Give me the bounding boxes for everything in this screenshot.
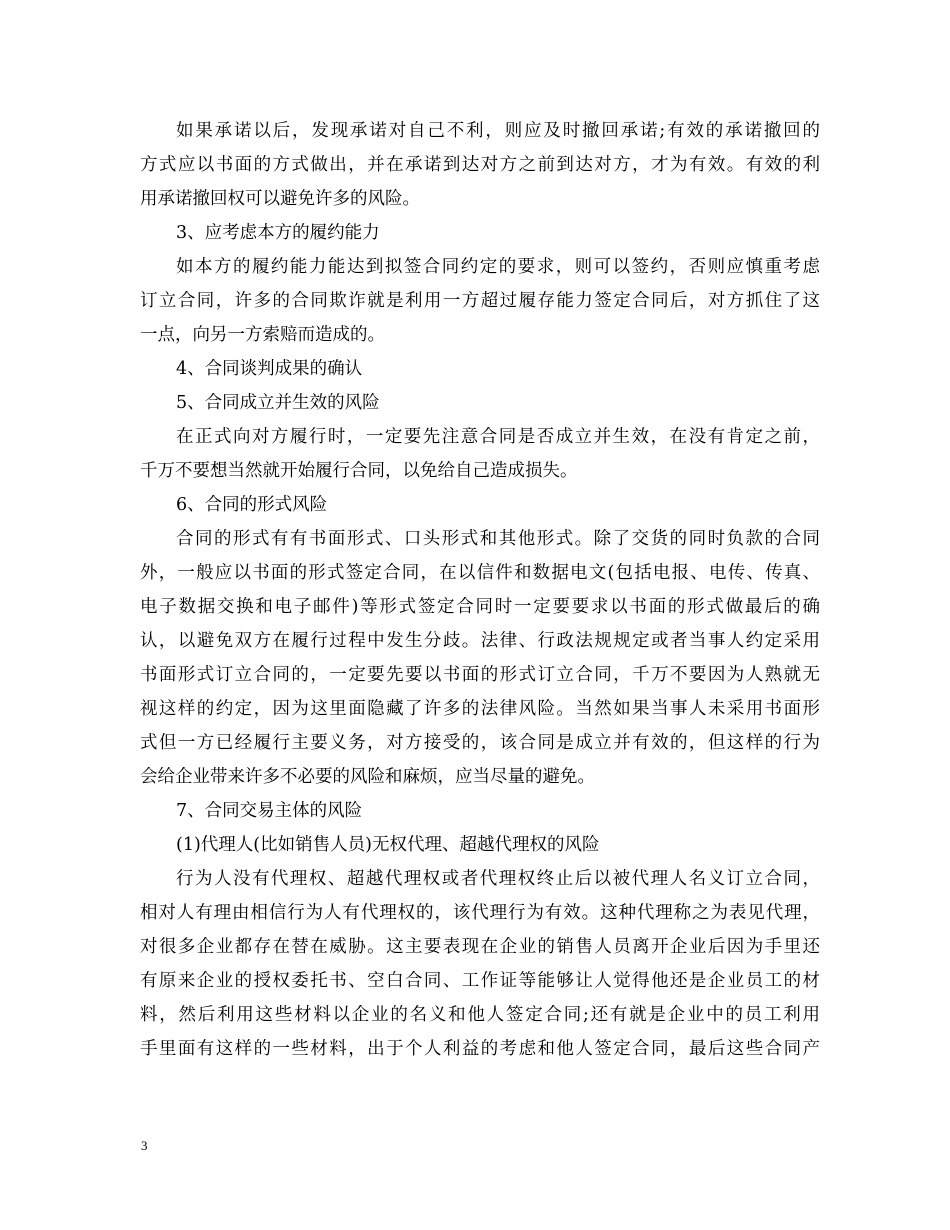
section-heading-7: 7、合同交易主体的风险 xyxy=(176,801,363,821)
text-line-5: 如本方的履约能力能达到拟签合同约定的要求，则可以签约，否则应慎重考虑 xyxy=(176,257,820,277)
text-line-14: 外，一般应以书面的形式签定合同，在以信件和数据电文(包括电报、电传、传真、 xyxy=(140,563,820,583)
text-line-20: 会给企业带来许多不必要的风险和麻烦，应当尽量的避免。 xyxy=(140,767,595,787)
text-line-23: 行为人没有代理权、超越代理权或者代理权终止后以被代理人名义订立合同， xyxy=(176,869,820,889)
text-line-15: 电子数据交换和电子邮件)等形式签定合同时一定要要求以书面的形式做最后的确 xyxy=(140,597,820,617)
subsection-heading-1: (1)代理人(比如销售人员)无权代理、超越代理权的风险 xyxy=(176,835,600,855)
text-line-1: 如果承诺以后，发现承诺对自己不利，则应及时撤回承诺;有效的承诺撤回的 xyxy=(176,121,820,141)
text-line-16: 认，以避免双方在履行过程中发生分歧。法律、行政法规规定或者当事人约定采用 xyxy=(140,631,820,651)
text-line-19: 式但一方已经履行主要义务，对方接受的，该合同是成立并有效的，但这样的行为 xyxy=(140,733,820,753)
text-line-11: 千万不要想当然就开始履行合同，以免给自己造成损失。 xyxy=(140,461,578,481)
text-line-10: 在正式向对方履行时，一定要先注意合同是否成立并生效，在没有肯定之前， xyxy=(176,427,820,447)
text-line-2: 方式应以书面的方式做出，并在承诺到达对方之前到达对方，才为有效。有效的利 xyxy=(140,155,820,175)
text-line-13: 合同的形式有有书面形式、口头形式和其他形式。除了交货的同时负款的合同 xyxy=(176,529,820,549)
text-line-27: 料，然后利用这些材料以企业的名义和他人签定合同;还有就是企业中的员工利用 xyxy=(140,1005,820,1025)
section-heading-3: 3、应考虑本方的履约能力 xyxy=(176,223,380,243)
text-line-7: 一点，向另一方索赔而造成的。 xyxy=(140,325,385,345)
text-line-24: 相对人有理由相信行为人有代理权的，该代理行为有效。这种代理称之为表见代理， xyxy=(140,903,820,923)
text-line-26: 有原来企业的授权委托书、空白合同、工作证等能够让人觉得他还是企业员工的材 xyxy=(140,971,820,991)
text-line-17: 书面形式订立合同的，一定要先要以书面的形式订立合同，千万不要因为人熟就无 xyxy=(140,665,820,685)
section-heading-6: 6、合同的形式风险 xyxy=(176,495,328,515)
section-heading-5: 5、合同成立并生效的风险 xyxy=(176,393,380,413)
text-line-28: 手里面有这样的一些材料，出于个人利益的考虑和他人签定合同，最后这些合同产 xyxy=(140,1039,820,1059)
body-text xyxy=(140,114,820,1066)
page-number: 3 xyxy=(141,1138,148,1153)
text-line-3: 用承诺撤回权可以避免许多的风险。 xyxy=(140,189,420,209)
section-heading-4: 4、合同谈判成果的确认 xyxy=(176,359,363,379)
text-line-6: 订立合同，许多的合同欺诈就是利用一方超过履存能力签定合同后，对方抓住了这 xyxy=(140,291,820,311)
text-line-18: 视这样的约定，因为这里面隐藏了许多的法律风险。当然如果当事人未采用书面形 xyxy=(140,699,820,719)
text-line-25: 对很多企业都存在替在威胁。这主要表现在企业的销售人员离开企业后因为手里还 xyxy=(140,937,820,957)
